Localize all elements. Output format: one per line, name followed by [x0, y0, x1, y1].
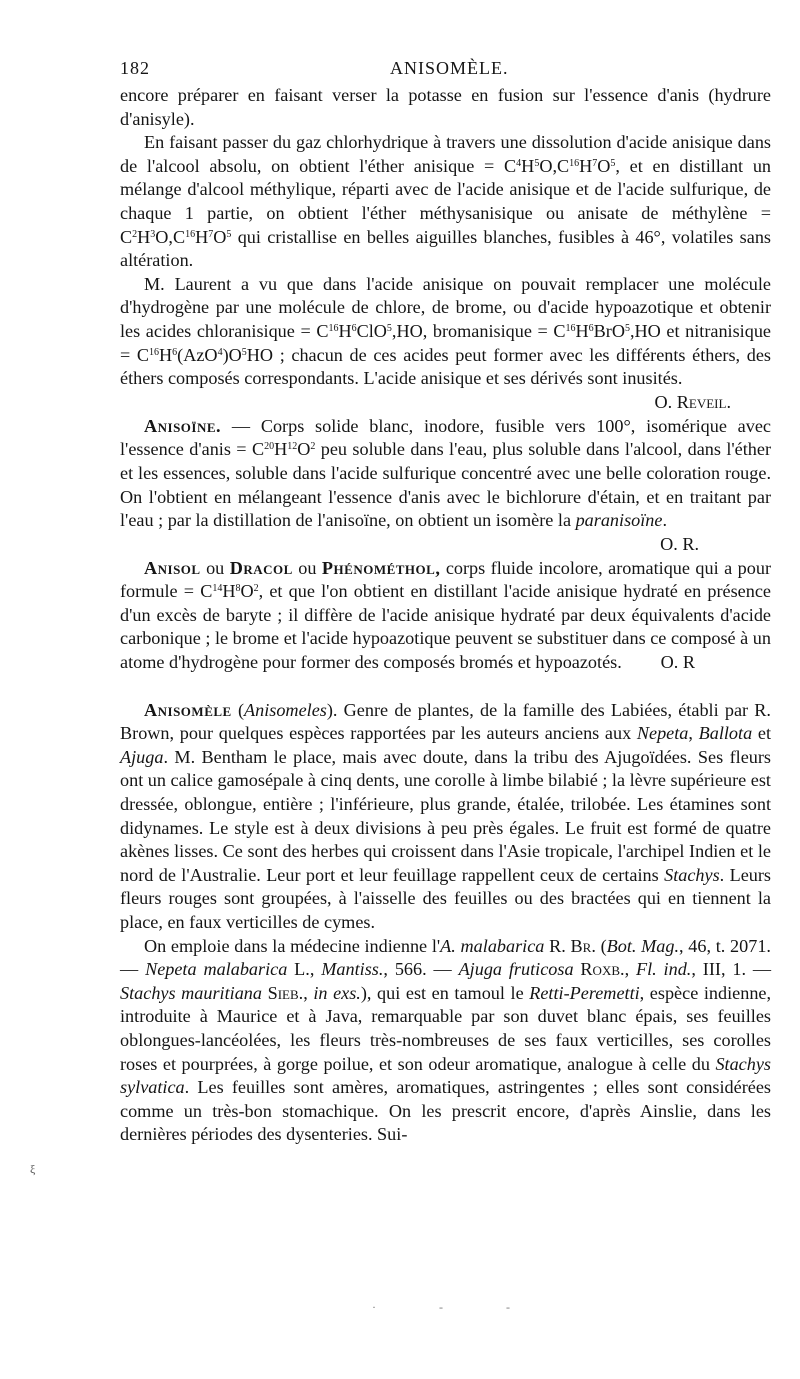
headword-anisoine: Anisoïne.: [144, 415, 222, 436]
headword-anisomele: Anisomèle: [144, 699, 232, 720]
entry-anisol: Anisol ou Dracol ou Phénométhol, corps fluide incolore, aromatique qui a pour formule = $C^{14}H^8O^2$, et que l'on obtient en distillant l'acide anisique hydraté en présence d'un excès de baryte ; il diffère de l'acide anisique hydraté par deux équivalents d'acide carbonique ; le brome et l'acide hypoazotique peuvent se substituer dans ce composé à un atome d'hydrogène pour former des composés bromés et hypoazotés. O. R: [120, 557, 771, 675]
entry-anisomele: Anisomèle (Anisomeles). Genre de plantes, de la famille des Labiées, établi par R. Brown, pour quelques espèces rapportées par les auteurs anciens aux Nepeta, Ballota et Ajuga. M. Bentham le place, mais avec doute, dans la tribu des Ajugoïdées. Ses fleurs ont un calice gamosépale à cinq dents, une corolle à limbe bilabié ; la lèvre supérieure est dressée, oblongue, entière ; l'inférieure, plus grande, étalée, trilobée. Les étamines sont didynames. Le style est à deux divisions à peu près égales. Le fruit est formé de quatre akènes lisses. Ce sont des herbes qui croissent dans l'Asie tropicale, l'archipel Indien et le nord de l'Australie. Leur port et leur feuillage rappellent ceux de certains Stachys. Leurs fleurs rouges sont groupées, à l'aisselle des feuilles ou des bractées qui en tiennent la place, en faux verticilles de cymes.: [120, 699, 771, 932]
signature-or-2: O. R: [660, 652, 695, 673]
paragraph-laurent: M. Laurent a vu que dans l'acide anisique on pouvait remplacer une molécule d'hydrogène par une molécule de chlore, de brome, ou d'acide hypoazotique et obtenir les acides chloranisique = $C^{16}H^6ClO^5,HO$, bromanisique = $C^{16}H^6BrO^5,HO$ et nitranisique = $C^{16}H^6(AzO^4)O^5HO$ ; chacun de ces acides peut former avec les différents éthers, des éthers composés correspondants. L'acide anisique et ses dérivés sont inusités. O. Reveil.: [120, 273, 771, 391]
paragraph-anis-continuation: encore préparer en faisant verser la potasse en fusion sur l'essence d'anis (hydrure d'anisyle).: [120, 85, 771, 129]
running-title: ANISOMÈLE.: [390, 58, 509, 78]
paragraph-ether-anisique: En faisant passer du gaz chlorhydrique à travers une dissolution d'acide anisique dans de l'alcool absolu, on obtient l'éther anisique = $C^4H^5O,C^{16}H^7O^5$, et en distillant un mélange d'alcool méthylique, réparti avec de l'acide anisique et de l'acide sulfurique, de chaque 1 partie, on obtient l'éther méthysanisique ou anisate de méthylène = $C^2H^3O,C^{16}H^7O^5$ qui cristallise en belles aiguilles blanches, fusibles à 46°, volatiles sans altération.: [120, 132, 772, 271]
page: [120, 58, 771, 1147]
headword-dracol: Dracol: [229, 557, 293, 578]
signature-reveil: O. Reveil.: [654, 391, 731, 412]
bottom-marks: · - -: [372, 1300, 540, 1314]
paragraph-medecine-indienne: On emploie dans la médecine indienne l'A. malabarica R. Br. (Bot. Mag., 46, t. 2071. — Nepeta malabarica L., Mantiss., 566. — Ajuga fruticosa Roxb., Fl. ind., III, 1. — Stachys mauritiana Sieb., in exs.), qui est en tamoul le Retti-Peremetti, espèce indienne, introduite à Maurice et à Java, remarquable par son duvet blanc épais, ses feuilles oblongues-lancéolées, les fleurs très-nombreuses de ses faux verticilles, ses corolles roses et pourprées, à gorge poilue, et son odeur aromatique, analogue à celle du Stachys sylvatica. Les feuilles sont amères, aromatiques, astringentes ; elles sont considérées comme un très-bon stomachique. On les prescrit encore, d'après Ainslie, dans les dernières périodes des dysenteries. Sui-: [120, 935, 772, 1145]
entry-anisoine: Anisoïne. — Corps solide blanc, inodore, fusible vers 100°, isomérique avec l'essence d'anis = $C^{20}H^{12}O^2$ peu soluble dans l'eau, plus soluble dans l'alcool, dans l'éther et les essences, soluble dans l'acide sulfurique concentré avec une belle coloration rouge. On l'obtient en mélangeant l'essence d'anis avec le bichlorure d'étain, et en traitant par l'eau ; par la distillation de l'anisoïne, on obtient un isomère la paranisoïne. O. R.: [120, 415, 771, 533]
signature-or-1: O. R.: [660, 533, 699, 554]
headword-anisol: Anisol: [144, 557, 201, 578]
page-number: 182: [120, 58, 150, 78]
margin-mark: ξ: [30, 1162, 36, 1176]
headword-phenomethol: Phénométhol,: [321, 557, 441, 578]
running-head: [120, 58, 771, 84]
section-gap: [120, 675, 771, 699]
